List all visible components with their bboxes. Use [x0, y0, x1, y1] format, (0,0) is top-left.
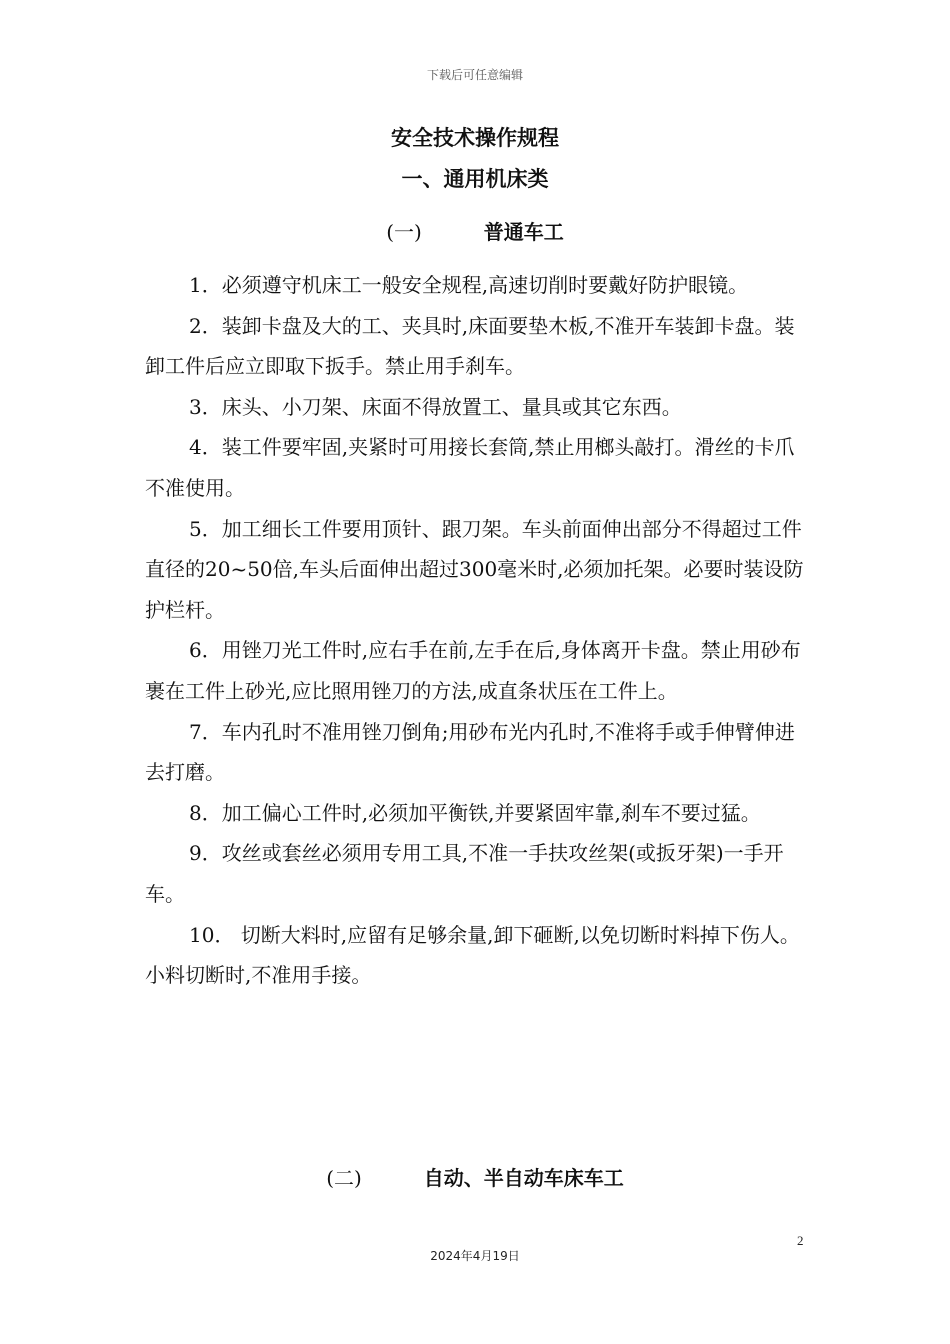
paragraph: 1．必须遵守机床工一般安全规程,高速切削时要戴好防护眼镜。 — [189, 273, 749, 297]
paragraph: 2．装卸卡盘及大的工、夹具时,床面要垫木板,不准开车装卸卡盘。装卸工件后应立即取下扳手。禁止用手刹车。 — [145, 313, 795, 379]
section-name: 自动、半自动车床车工 — [423, 1166, 624, 1190]
paragraph: 6．用锉刀光工件时,应右手在前,左手在后,身体离开卡盘。禁止用砂布裹在工件上砂光,应比照用锉刀的方法,成直条状压在工件上。 — [145, 638, 801, 703]
section-heading-2 — [0, 1162, 950, 1191]
document-title: 安全技术操作规程 — [391, 126, 559, 150]
document-subtitle: 一、通用机床类 — [401, 167, 549, 191]
section-number: (一) — [386, 220, 422, 244]
paragraph: 7．车内孔时不准用锉刀倒角;用砂布光内孔时,不准将手或手伸臂伸进去打磨。 — [145, 719, 795, 785]
paragraph: 4．装工件要牢固,夹紧时可用接长套筒,禁止用榔头敲打。滑丝的卡爪不准使用。 — [145, 435, 795, 500]
section-name: 普通车工 — [483, 220, 564, 244]
document-body — [145, 265, 810, 996]
section-heading-1 — [0, 216, 950, 245]
paragraph: 5．加工细长工件要用顶针、跟刀架。车头前面伸出部分不得超过工件直径的20~50倍,车头后面伸出超过300毫米时,必须加托架。必要时装设防护栏杆。 — [145, 516, 804, 622]
footer-date: 2024年4月19日 — [430, 1249, 520, 1263]
paragraph: 9．攻丝或套丝必须用专用工具,不准一手扶攻丝架(或扳牙架)一手开车。 — [145, 841, 784, 906]
section-number: (二) — [326, 1166, 362, 1190]
paragraph: 8．加工偏心工件时,必须加平衡铁,并要紧固牢靠,刹车不要过猛。 — [189, 800, 761, 825]
paragraph: 10． 切断大料时,应留有足够余量,卸下砸断,以免切断时料掉下伤人。小料切断时,不准用手接。 — [145, 922, 800, 988]
page-number: 2 — [797, 1233, 804, 1248]
header-note: 下载后可任意编辑 — [426, 68, 523, 82]
paragraph: 3．床头、小刀架、床面不得放置工、量具或其它东西。 — [189, 394, 682, 419]
